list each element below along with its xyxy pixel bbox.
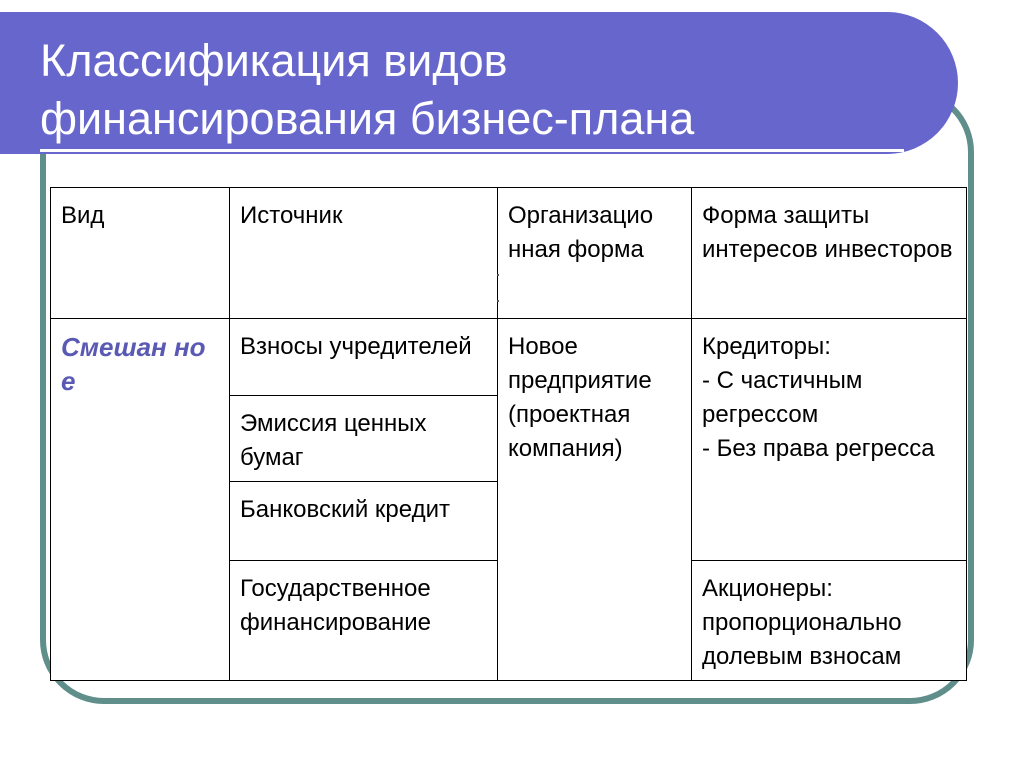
- title-underline: [40, 149, 904, 152]
- creditors-heading: Кредиторы:: [702, 333, 831, 360]
- creditors-item-no-recourse: - Без права регресса: [702, 435, 935, 462]
- cell-shareholders: Акционеры: пропорционально долевым взносам: [692, 561, 967, 681]
- stray-dot: [497, 300, 499, 302]
- slide-title: [40, 32, 920, 148]
- financing-table: [50, 187, 967, 681]
- cell-creditors: [692, 319, 967, 561]
- title-bar: [0, 12, 958, 154]
- kind-mixed-label: Смешан ное: [61, 332, 206, 396]
- cell-source-2: Эмиссия ценных бумаг: [230, 396, 498, 482]
- stray-dot: [497, 274, 499, 276]
- cell-source-1: Взносы учредителей: [230, 319, 498, 396]
- cell-org-form: Новое предприятие (проектная компания): [498, 319, 692, 681]
- header-kind: Вид: [51, 188, 230, 319]
- slide-title-line1: Классификация видов: [40, 35, 508, 86]
- cell-source-4: Государственное финансирование: [230, 561, 498, 681]
- header-source: Источник: [230, 188, 498, 319]
- slide-title-line2: финансирования бизнес-плана: [40, 93, 695, 144]
- creditors-item-partial: - С частичным регрессом: [702, 367, 863, 428]
- header-org-form: Организацио нная форма: [498, 188, 692, 319]
- table-header-row: [51, 188, 967, 319]
- cell-kind: [51, 319, 230, 681]
- header-protection: Форма защиты интересов инвесторов: [692, 188, 967, 319]
- table-row: [51, 319, 967, 396]
- cell-source-3: Банковский кредит: [230, 482, 498, 561]
